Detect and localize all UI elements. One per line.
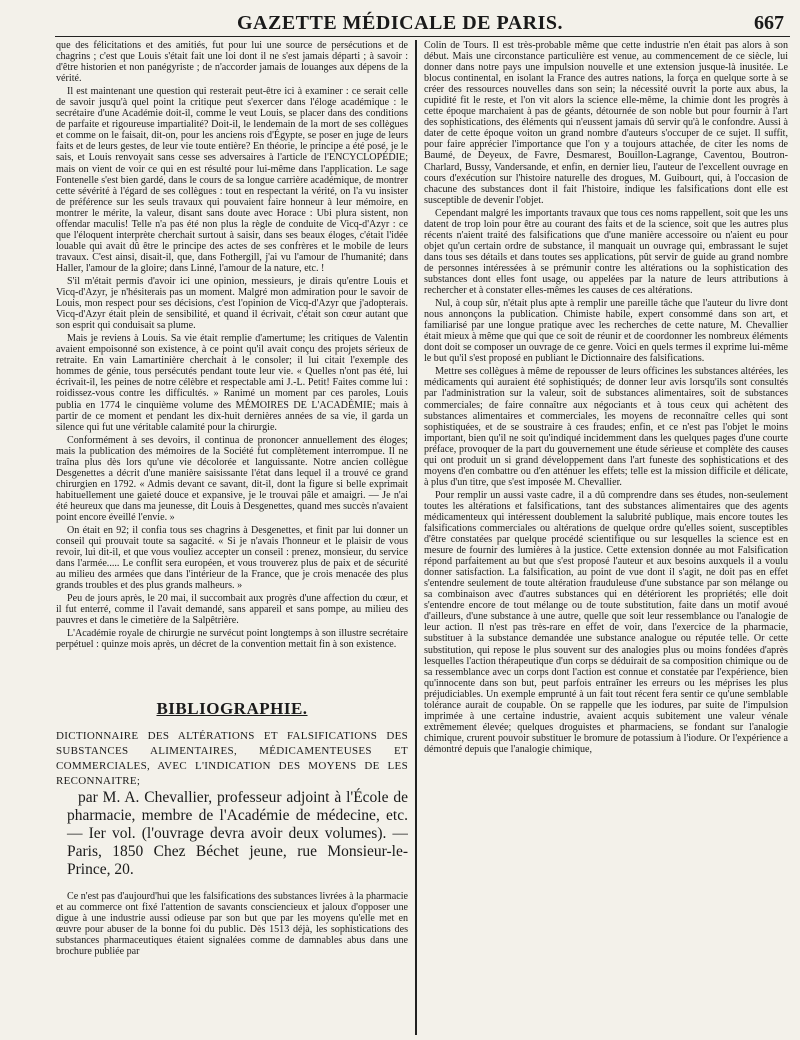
paragraph: L'Académie royale de chirurgie ne survécut point longtemps à son illustre secrétaire perpétuel : quinze mois après, un décret de la convention mettait fin à son existence.	[56, 628, 408, 651]
section-title: BIBLIOGRAPHIE.	[156, 698, 308, 718]
paragraph: Conformément à ses devoirs, il continua de prononcer annuellement des éloges; mais la publication des mémoires de la Société fut complètement interrompue. Il ne traîna plus dès lors qu'une vie décolorée et languissante. Notre ancien collègue Desgenettes a décrit d'une manière saisissante l'état dans lequel il a trouvé ce grand chirurgien en 1792. « Admis devant ce savant, dit-il, dont la figure si belle exprimait habituellement une gaieté douce et expansive, je le trouvai pâle et amaigri. — Je n'ai été heureux que dans ma jeunesse, dit Louis à Desgenettes, quand mes succès n'avaient point encore éveillé l'envie. »	[56, 434, 408, 523]
paragraph: Mettre ses collègues à même de repousser de leurs officines les substances altérées, les médicaments qui auraient été sophistiqués; de donner leur avis lorsqu'ils sont consultés par l'administration sur la valeur, soit de substances alimentaires, soit de substances commerciales; de faire connaître aux négociants et à tous ceux qui achètent des substances alimentaires et commerciales, les moyens de reconnaître celles qui sont sophistiquées, et de se soustraire à ces fraudes; enfin, et ce n'est pas l'objet le moins important, bien qu'il ne soit qu'indiqué incidemment dans les quelques pages d'une courte préface, provoquer de la part du gouvernement une étude sérieuse et complète des causes qui ont produit un si grand développement dans l'art funeste des sophistications et des moyens d'en combattre ou d'en atténuer les effets; telle est la mission difficile et délicate, à plus d'un titre, que s'est imposée M. Chevallier.	[424, 366, 788, 488]
paragraph: S'il m'était permis d'avoir ici une opinion, messieurs, je dirais qu'entre Louis et Vicq-d'Azyr, je n'hésiterais pas un moment. Malgré mon admiration pour le savoir de Louis, mon respect pour ses décisions, c'est l'opinion de Vicq-d'Azyr que j'adopterais. Vicq-d'Azyr était plein de sensibilité, et quand il écrivait, c'était son cœur autant que son esprit qui conduisait sa plume.	[56, 275, 408, 332]
paragraph: On était en 92; il confia tous ses chagrins à Desgenettes, et finit par lui donner un conseil qui prouvait toute sa sagacité. « Si je n'avais l'honneur et le plaisir de vous revoir, lui dit-il, et que vous vouliez accepter un conseil : prenez, monsieur, du service dans l'armée..... Le conflit sera européen, et vous trouverez plus de paix et de sécurité au milieu des armées que dans l'intérieur de la France, que je crois menacée des plus grands troubles et des plus grands malheurs. »	[56, 525, 408, 592]
paragraph: Il est maintenant une question qui resterait peut-être ici à examiner : ce serait celle de savoir jusqu'à quel point la critique peut s'exercer dans l'éloge académique : le secrétaire d'une Académie doit-il, comme le veut Louis, se placer dans des conditions de parfaite et rigoureuse impartialité? Doit-il, le lendemain de la mort de ses collègues et comme on le faisait, dit-on, pour les anciens rois d'Égypte, se poser en juge de leurs faits et de leurs gestes, de leur vie toute entière? En théorie, le principe a été posé, je le sais, et Louis renvoyait sans cesse ses adversaires à l'article de l'ENCYCLOPÉDIE; mais on vient de voir ce qui en est résulté pour lui-même dans l'application. Le sage Fontenelle s'est bien gardé, dans le cours de sa longue carrière académique, de montrer cette sévérité à l'égard de ses collègues : tout en respectant la vérité, on l'a vu insister de préférence sur les seuls travaux qui pouvaient faire honneur à leur mémoire, en montrer le mérite, la valeur, disant sans doute avec Horace : Ubi plura sistent, non offendar maculis! Telle n'a pas été non plus la règle de conduite de Vicq-d'Azyr : ce que l'éloquent interprète cherchait surtout à saisir, dans ses beaux éloges, c'était l'idée louable qui avait dû être le principe des actes de ses confrères et le mobile de leurs travaux. C'est ainsi, disait-il, que, dans Fothergill, j'ai vu l'amour de l'humanité; dans Haller, l'amour de la gloire; dans Linné, l'amour de la nature, etc. !	[56, 86, 408, 274]
right-column	[424, 40, 788, 1035]
running-title: GAZETTE MÉDICALE DE PARIS.	[236, 12, 564, 34]
paragraph: Colin de Tours. Il est très-probable même que cette industrie n'en était pas alors à son début. Mais une circonstance particulière est venue, au commencement de ce siècle, lui donner dans notre pays une impulsion nouvelle et une extension jusque-là inusitée. Le blocus continental, en isolant la France des autres nations, la força en quelque sorte à se créer des ressources nouvelles dans son sein; la nécessité ouvrit la porte aux abus, la cupidité fit le reste, et l'on vit alors la science elle-même, la chimie dont les progrès à cette époque marchaient à pas de géants, détournée de son noble but pour fournir à l'art des sophistications, des éléments qui n'eussent jamais dû servir qu'à le confondre. Aussi à dater de cette époque voiton un grand nombre d'auteurs s'occuper de ce sujet. Il suffit, pour faire apprécier l'importance que l'on y a toujours attachée, de citer les noms de Baumé, de Deyeux, de Favre, Desmarest, Bouillon-Lagrange, Caventou, Boutron-Charlard, Bussy, Vandersande, et enfin, en dernier lieu, l'auteur de l'excellent ouvrage en cours d'exécution sur l'histoire naturelle des drogues, M. Guibourt, qui, à l'occasion de chacune des substances dont il fait l'histoire, indique les falsifications dont elle est susceptible de devenir l'objet.	[424, 40, 788, 206]
paragraph: Pour remplir un aussi vaste cadre, il a dû comprendre dans ses études, non-seulement toutes les altérations et falsifications, tant des substances alimentaires que des agents médicamenteux qui intéressent doublement la salubrité publique, mais encore toutes les falsifications commerciales ou altérations de quelque ordre qu'elles soient, susceptibles d'être constatées par quelque procédé scientifique ou sur lesquelles la science est en mesure de fournir des lumières à la justice. Cette extension donnée au mot Falsification répond parfaitement au but que s'est proposé l'auteur et aux besoins auxquels il a voulu donner satisfaction. La falsification, au point de vue dont il s'agit, ne doit pas en effet s'entendre seulement de toute altération frauduleuse d'une substance par son mélange ou sa combinaison avec d'autres substances qui en détériorent les propriétés; elle doit s'entendre encore de tout mélange ou de toute substitution, faite dans un motif avoué d'ailleurs, d'une substance à une autre, quelle que soit leur ressemblance ou l'analogie de leur action. Il n'est pas très-rare en effet de voir, dans l'exercice de la pharmacie, substituer à la substance demandée une substance analogue ou réputée telle. Or cette substitution, qui repose le plus souvent sur des analogies plus ou moins fondées d'après lesquelles l'action thérapeutique d'un corps se déduirait de sa composition chimique ou de sa ressemblance avec un corps dont l'action est connue et constatée par l'expérience, bien qu'innocente dans son but, peut parfois entraîner les erreurs ou les méprises les plus préjudiciables. Un exemple emprunté à un fait tout récent fera sentir ce qu'une semblable tolérance aurait de coupable. On se rappelle que les iodures, par suite de l'impulsion imprimée à une certaine industrie, avaient acquis subitement une valeur vénale extrêmement élevée; quelques droguistes et pharmaciens, se fondant sur l'analogie chimique, crurent pouvoir substituer le bromure de potassium à l'iodure. Or l'expérience a démontré depuis que l'analogie chimique,	[424, 489, 788, 755]
header-rule	[55, 36, 790, 37]
paragraph: Peu de jours après, le 20 mai, il succombait aux progrès d'une affection du cœur, et il fut enterré, comme il l'avait demandé, sans appareil et sans pompe, au milieu des pauvres et dans le cimetière de la Salpêtrière.	[56, 593, 408, 627]
bibliography-entry-details: par M. A. Chevallier, professeur adjoint à l'École de pharmacie, membre de l'Académie de médecine, etc. — Ier vol. (l'ouvrage devra avoir deux volumes). — Paris, 1850 Chez Béchet jeune, rue Monsieur-le-Prince, 20.	[67, 788, 408, 878]
paragraph: Cependant malgré les importants travaux que tous ces noms rappellent, soit que les uns datent de trop loin pour être au courant des faits et de la science, soit que les autres plus récents n'aient traité des falsifications que d'une manière accessoire ou n'aient eu pour objet qu'un certain ordre de substance, il manquait un ouvrage qui, embrassant le sujet dans tous ses détails et dans toutes ses applications, pût servir de guide au grand nombre de personnes intéressées à se prémunir contre les altérations ou la sophistication des substances dont elles font usage, ou appelées par la nature de leurs attributions à rechercher et à constater elles-mêmes les causes de ces altérations.	[424, 207, 788, 297]
page-number: 667	[754, 12, 784, 34]
paragraph: que des félicitations et des amitiés, fut pour lui une source de persécutions et de chagrins ; c'est que Louis s'était fait une loi dont il ne s'est jamais départi ; à savoir : d'être historien et non panégyriste ; de n'accorder jamais de louanges aux dépens de la vérité.	[56, 40, 408, 85]
column-divider	[415, 40, 417, 1035]
paragraph: Ce n'est pas d'aujourd'hui que les falsifications des substances livrées à la pharmacie et au commerce ont fixé l'attention de savants consciencieux et jaloux d'opposer une digue à une industrie aussi odieuse par son but que par les moyens qu'elle met en œuvre pour abuser de la bonne foi du public. Dès 1513 déjà, les sophistications des substances pharmaceutiques étaient signalées comme de damnables abus dans une brochure publiée par	[56, 890, 408, 957]
page-header	[0, 0, 800, 40]
bibliography-entry-title: DICTIONNAIRE DES ALTÉRATIONS ET FALSIFICATIONS DES SUBSTANCES ALIMENTAIRES, MÉDICAMENTEUSES ET COMMERCIALES, AVEC L'INDICATION DES MOYENS DE LES RECONNAITRE;	[56, 729, 408, 787]
paragraph: Mais je reviens à Louis. Sa vie était remplie d'amertume; les critiques de Valentin avaient empoisonné son existence, à ce point qu'il avait conçu des projets sérieux de retraite. En vain Lamartinière cherchait à le consoler; il lui citait l'exemple des hommes de génie, tous persécutés pendant toute leur vie. « Quelles n'ont pas été, lui écrivait-il, les peines de notre célèbre et respectable ami J.-L. Petit! Faites comme lui : roidissez-vous contre les difficultés. » Ranimé un moment par ces paroles, Louis publia en 1774 le cinquième volume des MÉMOIRES DE L'ACADÉMIE; mais à partir de ce moment et pendant les dix-huit dernières années de sa vie, il garda un silence qui fut une véritable calamité pour la chirurgie.	[56, 333, 408, 433]
paragraph: Nul, à coup sûr, n'était plus apte à remplir une pareille tâche que l'auteur du livre dont nous annonçons la publication. Chimiste habile, expert consommé dans son art, et familiarisé par une longue pratique avec les recherches de cette nature, M. Chevallier était mieux à même que qui que ce soit de réunir et de coordonner les nombreux éléments dont doit se composer un ouvrage de ce genre. Voici en quels termes il exprime lui-même le but qu'il s'est proposé en publiant le Dictionnaire des falsifications.	[424, 298, 788, 365]
left-column	[56, 40, 408, 1035]
